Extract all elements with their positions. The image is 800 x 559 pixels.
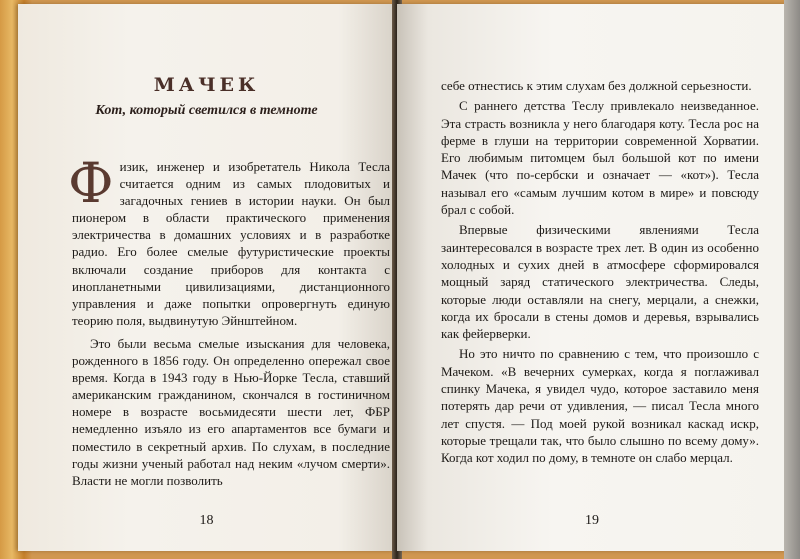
paragraph: Но это ничто по сравнению с тем, что произошло с Мачеком. «В вечерних сумерках, когда я поглаживал спинку Мачека, я увидел чудо, которое заставило меня потерять дар речи от удивления, — писал Тесла много лет спустя. — Под моей рукой возникал каскад искр, которые трещали так, что было слышно по всему дому». Когда кот ходил по дому, в темноте он слабо мерцал. <box>441 346 759 466</box>
paragraph <box>68 151 390 329</box>
page-number: 19 <box>585 513 599 528</box>
left-page-text <box>68 151 390 489</box>
chapter-title: МАЧЕК <box>153 74 260 96</box>
paragraph: Это были весьма смелые изыскания для человека, рожденного в 1856 году. Он определенно опережал свое время. Когда в 1943 году в Нью-Йорке Тесла, ставший американским гражданином, скончался в гостиничном номере в возрасте восьмидесяти шести лет, ФБР немедленно изъяло из его апартаментов все бумаги и поместило в секретный архив. По слухам, в последние годы жизни ученый работал над неким «лучом смерти». Власти не могли позволить <box>72 335 390 488</box>
book-cover-edge <box>784 0 800 559</box>
paragraph: себе отнестись к этим слухам без должной серьезности. <box>441 78 752 93</box>
page-number: 18 <box>199 513 214 528</box>
paragraph: Впервые физическими явлениями Тесла заинтересовался в возрасте трех лет. В один из особенно холодных и сухих дней в атмосфере сформировался мощный заряд статического электричества. Следы, которые люди оставляли на снегу, мерцали, а снежки, когда их бросали в стены домов и деревья, взрывались как фейерверки. <box>441 222 759 342</box>
chapter-subtitle: Кот, который светился в темноте <box>95 103 318 118</box>
drop-cap: Ф <box>68 151 114 215</box>
right-page <box>397 4 787 551</box>
paragraph: С раннего детства Теслу привлекало неизведанное. Эта страсть возникла у него благодаря коту. Тесла рос на ферме в глуши на территории современной Хорватии. Его любимым питомцем был большой кот по имени Мачек (что по-сербски и означает — «кот»). Тесла называл его «самым лучшим котом в мире» и повсюду брал с собой. <box>441 98 759 218</box>
left-page <box>18 4 395 551</box>
right-page-text <box>441 77 759 467</box>
paragraph-text: изик, инженер и изобретатель Никола Тесла считается одним из самых плодовитых и загадочных гениев в истории науки. Он был пионером в области практического применения электричества в домашних условиях и в разработке радио. Его более смелые футуристические проекты включали создание приборов для контакта с инопланетными цивилизациями, дистанционного управления и даже попытки опровергнуть единую теорию поля, выдвинутую Эйнштейном. <box>72 159 390 328</box>
